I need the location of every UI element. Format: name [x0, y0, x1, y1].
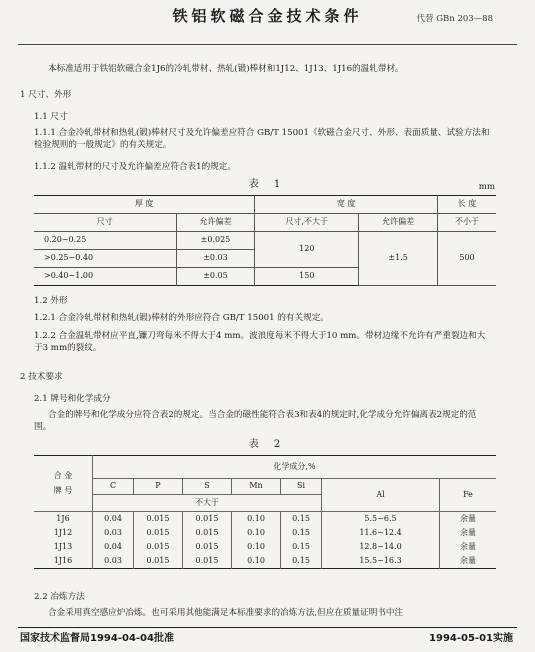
p-cell: 0.015	[134, 512, 183, 527]
fe-cell: 余量	[440, 526, 497, 540]
width-tol-cell: ±1.5	[359, 232, 438, 286]
table-2	[34, 455, 496, 569]
thickness-tol-cell: ±0.025	[176, 232, 255, 250]
table-row	[34, 554, 496, 569]
table-row	[34, 512, 496, 527]
effective-date: 1994-05-01实施	[429, 633, 513, 644]
fe-cell: 余量	[440, 512, 497, 527]
al-cell: 5.5~6.5	[322, 512, 440, 527]
fe-cell: 余量	[440, 540, 497, 554]
length-min-header: 不小于	[438, 214, 497, 232]
mn-cell: 0.10	[232, 526, 281, 540]
element-mn-header: Mn	[232, 479, 281, 495]
thickness-size-cell: >0.40~1.00	[34, 268, 176, 286]
mn-cell: 0.10	[232, 512, 281, 527]
element-s-header: S	[183, 479, 232, 495]
section-2-1-heading: 2.1 牌号和化学成分	[34, 394, 111, 404]
table-row	[34, 526, 496, 540]
s-cell: 0.015	[183, 512, 232, 527]
clause-1-1-1: 1.1.1 合金冷轧带材和热轧(锻)棒材尺寸及允许偏差应符合 GB/T 15001《软磁合金尺寸、外形、表面质量、试验方法和检验规则的一般规定》的有关规定。	[34, 128, 490, 150]
c-cell: 0.04	[93, 540, 134, 554]
grade-cell: 1J13	[34, 540, 93, 554]
clause-2-1: 合金的牌号和化学成分应符合表2的规定。当合金的磁性能符合表3和表4的规定时,化学成分允许偏离表2规定的范围。	[34, 410, 477, 432]
si-cell: 0.15	[281, 526, 322, 540]
clause-1-1-2: 1.1.2 温轧带材的尺寸及允许偏差应符合表1的规定。	[34, 162, 236, 172]
element-fe-header: Fe	[440, 479, 497, 512]
mn-cell: 0.10	[232, 554, 281, 569]
clause-2-2: 合金采用真空感应炉冶炼。也可采用其他能满足本标准要求的冶炼方法,但应在质量证明书中注	[48, 608, 404, 618]
p-cell: 0.015	[134, 526, 183, 540]
max-label: 不大于	[93, 495, 322, 512]
intro-paragraph: 本标准适用于铁铝软磁合金1J6的冷轧带材、热轧(锻)棒材和1J12、1J13、1J16的温轧带材。	[48, 64, 404, 74]
section-1-2-heading: 1.2 外形	[34, 296, 68, 306]
replaces-standard: 代替 GBn 203—88	[416, 14, 493, 24]
grade-cell: 1J16	[34, 554, 93, 569]
c-cell: 0.03	[93, 526, 134, 540]
length-header: 长 度	[438, 196, 497, 214]
al-cell: 15.5~16.3	[322, 554, 440, 569]
document-title: 铁铝软磁合金技术条件	[172, 7, 363, 25]
p-cell: 0.015	[134, 554, 183, 569]
thickness-tol-header: 允许偏差	[176, 214, 255, 232]
element-c-header: C	[93, 479, 134, 495]
element-al-header: Al	[322, 479, 440, 512]
element-si-header: Si	[281, 479, 322, 495]
thickness-size-header: 尺寸	[34, 214, 176, 232]
mn-cell: 0.10	[232, 540, 281, 554]
thickness-tol-cell: ±0.03	[176, 250, 255, 268]
element-p-header: P	[134, 479, 183, 495]
thickness-size-cell: 0.20~0.25	[34, 232, 176, 250]
table-1	[34, 195, 496, 286]
table-2-caption: 表 2	[248, 439, 287, 450]
s-cell: 0.015	[183, 526, 232, 540]
thickness-size-cell: >0.25~0.40	[34, 250, 176, 268]
table-1-caption: 表 1	[248, 179, 287, 190]
header-rule	[18, 44, 517, 45]
section-2-heading: 2 技术要求	[20, 372, 63, 382]
width-header: 宽 度	[255, 196, 438, 214]
alloy-grade-header: 合 金 牌 号	[34, 456, 93, 512]
footer-rule	[18, 627, 517, 628]
table-row	[34, 540, 496, 554]
section-1-heading: 1 尺寸、外形	[20, 90, 72, 100]
clause-1-2-1: 1.2.1 合金冷轧带材和热轧(锻)棒材的外形应符合 GB/T 15001 的有关规定。	[34, 313, 329, 323]
fe-cell: 余量	[440, 554, 497, 569]
width-size-cell: 120	[255, 232, 359, 268]
si-cell: 0.15	[281, 512, 322, 527]
table-row	[34, 232, 496, 250]
section-2-2-heading: 2.2 冶炼方法	[34, 592, 85, 602]
thickness-tol-cell: ±0.05	[176, 268, 255, 286]
al-cell: 12.8~14.0	[322, 540, 440, 554]
width-size-cell: 150	[255, 268, 359, 286]
al-cell: 11.6~12.4	[322, 526, 440, 540]
approval-note: 国家技术监督局1994-04-04批准	[20, 633, 174, 644]
length-min-cell: 500	[438, 232, 497, 286]
width-tol-header: 允许偏差	[359, 214, 438, 232]
table-1-unit: mm	[478, 182, 495, 192]
s-cell: 0.015	[183, 554, 232, 569]
s-cell: 0.015	[183, 540, 232, 554]
width-size-header: 尺寸,不大于	[255, 214, 359, 232]
si-cell: 0.15	[281, 554, 322, 569]
composition-header: 化学成分,%	[93, 456, 497, 479]
p-cell: 0.015	[134, 540, 183, 554]
c-cell: 0.03	[93, 554, 134, 569]
grade-cell: 1J6	[34, 512, 93, 527]
clause-1-2-2: 1.2.2 合金温轧带材应平直,镰刀弯每米不得大于4 mm。波浪度每米不得大于10 mm。带材边缘不允许有严重裂边和大于3 mm的裂纹。	[34, 331, 486, 353]
section-1-1-heading: 1.1 尺寸	[34, 112, 68, 122]
grade-cell: 1J12	[34, 526, 93, 540]
c-cell: 0.04	[93, 512, 134, 527]
si-cell: 0.15	[281, 540, 322, 554]
thickness-header: 厚 度	[34, 196, 255, 214]
